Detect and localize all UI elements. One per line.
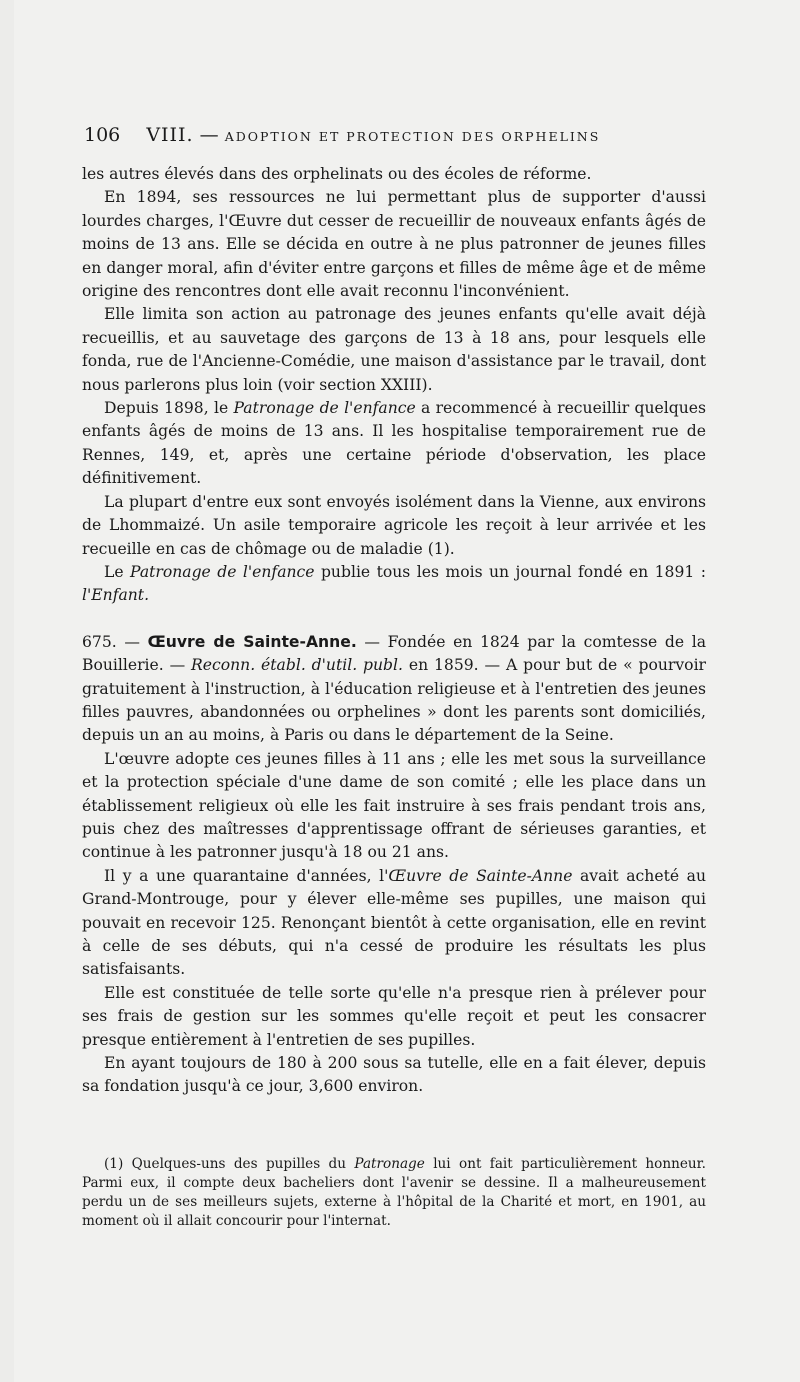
section-title: Œuvre de Sainte-Anne. [147, 632, 357, 651]
chapter-title: ADOPTION ET PROTECTION DES ORPHELINS [224, 129, 601, 144]
paragraph: les autres élevés dans des orphelinats ou des écoles de réforme. [82, 165, 592, 183]
chapter-number: VIII. [146, 124, 194, 146]
footnotes [82, 1155, 706, 1231]
paragraph: En 1894, ses ressources ne lui permettant plus de supporter d'aussi lourdes charges, l'Œuvre dut cesser de recueillir de nouveaux enfants âgés de moins de 13 ans. Elle se décida en outre à ne plus patronner de jeunes filles en danger moral, afin d'éviter entre garçons et filles de même âge et de même origine des rencontres dont elle avait reconnu l'inconvénient. [82, 188, 706, 301]
paragraph: Depuis 1898, le Patronage de l'enfance a recommencé à recueillir quelques enfants âgés de moins de 13 ans. Il les hospitalise temporairement rue de Rennes, 149, et, après une certaine période d'observation, les place définitivement. [82, 399, 706, 488]
running-header [84, 124, 714, 146]
paragraph: La plupart d'entre eux sont envoyés isolément dans la Vienne, aux environs de Lhommaizé. Un asile temporaire agricole les reçoit à leur arrivée et les recueille en cas de chômage ou de maladie (1). [82, 492, 706, 558]
paragraph: Il y a une quarantaine d'années, l'Œuvre de Sainte-Anne avait acheté au Grand-Montrouge, pour y élever elle-même ses pupilles, une maison qui pouvait en recevoir 125. Renonçant bientôt à cette organisation, elle en revint à celle de ses débuts, qui n'a cessé de produire les résultats les plus satisfaisants. [82, 866, 706, 979]
header-dash: — [199, 124, 219, 146]
paragraph: Le Patronage de l'enfance publie tous les mois un journal fondé en 1891 : l'Enfant. [82, 562, 706, 605]
main-text [82, 163, 706, 1099]
paragraph: L'œuvre adopte ces jeunes filles à 11 ans ; elle les met sous la surveillance et la protection spéciale d'une dame de son comité ; elle les place dans un établissement religieux où elle les fait instruire à ses frais pendant trois ans, puis chez des maîtresses d'apprentissage offrant de sérieuses garanties, et continue à les patronner jusqu'à 18 ou 21 ans. [82, 749, 706, 862]
paragraph: En ayant toujours de 180 à 200 sous sa tutelle, elle en a fait élever, depuis sa fondation jusqu'à ce jour, 3,600 environ. [82, 1054, 706, 1096]
section-675: 675. — Œuvre de Sainte-Anne. — Fondée en 1824 par la comtesse de la Bouillerie. — Reconn. établ. d'util. publ. en 1859. — A pour but de « pourvoir gratuitement à l'instruction, à l'éducation religieuse et à l'entretien des jeunes filles pauvres, abandonnées ou orphelines » dont les parents sont domiciliés, depuis un an au moins, à Paris ou dans le département de la Seine. [82, 632, 707, 745]
paragraph: Elle est constituée de telle sorte qu'elle n'a presque rien à prélever pour ses frais de gestion sur les sommes qu'elle reçoit et peut les consacrer presque entièrement à l'entretien de ses pupilles. [82, 983, 706, 1049]
paragraph: Elle limita son action au patronage des jeunes enfants qu'elle avait déjà recueillis, et au sauvetage des garçons de 13 à 18 ans, pour lesquels elle fonda, rue de l'Ancienne-Comédie, une maison d'assistance par le travail, dont nous parlerons plus loin (voir section XXIII). [82, 305, 706, 394]
page-number: 106 [84, 124, 121, 146]
footnote: (1) Quelques-uns des pupilles du Patronage lui ont fait particulièrement honneur. Parmi eux, il compte deux bacheliers dont l'avenir se dessine. Il a malheureusement perdu un de ses meilleurs sujets, externe à l'hôpital de la Charité et mort, en 1901, au moment où il allait concourir pour l'internat. [82, 1156, 706, 1229]
